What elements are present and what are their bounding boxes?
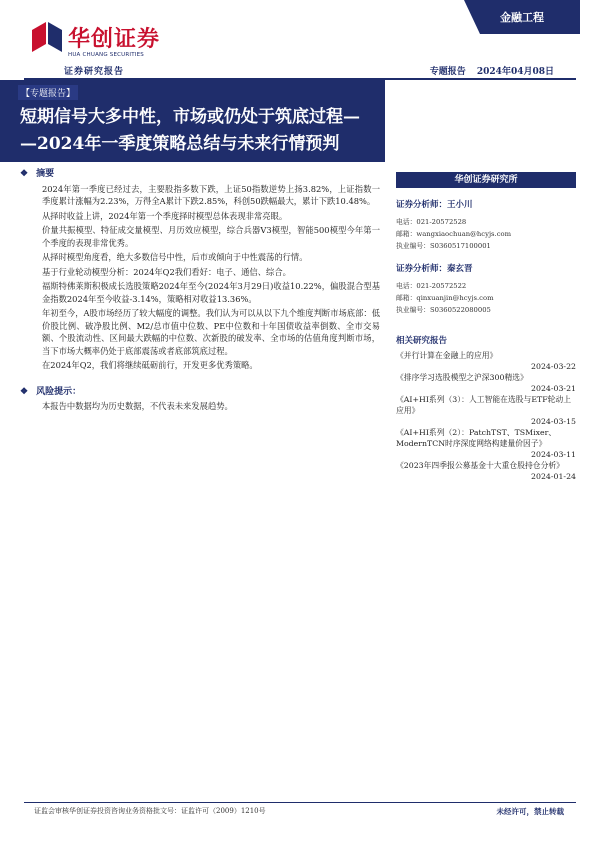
summary-paragraph: 在2024年Q2，我们将继续砥砺前行，开发更多优秀策略。 bbox=[42, 360, 258, 370]
risk-heading: ❖ 风险提示： bbox=[20, 386, 82, 397]
analyst-license: 执业编号：S0360522080005 bbox=[396, 306, 491, 314]
related-report-item[interactable] bbox=[396, 427, 576, 460]
diamond-bullet-icon: ❖ bbox=[20, 169, 29, 179]
analyst-block bbox=[396, 262, 576, 316]
summary-paragraph: 从择时模型角度看，绝大多数信号中性，后市或倾向于中性震荡的行情。 bbox=[42, 252, 308, 262]
analyst-phone: 电话：021-20572522 bbox=[396, 282, 467, 290]
related-report-date: 2024-03-21 bbox=[531, 384, 576, 393]
category-corner-tag bbox=[464, 0, 580, 34]
report-title bbox=[20, 104, 380, 158]
report-date: 2024年04月08日 bbox=[476, 67, 554, 77]
related-report-title: 《并行计算在金融上的应用》 bbox=[396, 351, 498, 360]
related-report-date: 2024-01-24 bbox=[531, 472, 576, 481]
corner-tag-label: 金融工程 bbox=[500, 11, 544, 24]
report-tag: 【专题报告】 bbox=[18, 85, 78, 100]
analyst-name: 证券分析师：王小川 bbox=[396, 200, 473, 210]
related-report-item[interactable] bbox=[396, 372, 576, 394]
report-kind: 专题报告 bbox=[429, 67, 466, 77]
related-report-title: 《AI+HI系列（3）：人工智能在选股与ETF轮动上应用》 bbox=[396, 395, 572, 415]
logo-name-en: HUA CHUANG SECURITIES bbox=[68, 52, 144, 58]
analyst-phone: 电话：021-20572528 bbox=[396, 218, 467, 226]
analyst-license: 执业编号：S0360517100001 bbox=[396, 242, 491, 250]
related-report-title: 《AI+HI系列（2）：PatchTST、TSMixer、ModernTCN时序深度网络构建量价因子》 bbox=[396, 428, 557, 448]
related-report-item[interactable] bbox=[396, 394, 576, 427]
summary-paragraph: 福斯特佛莱斯积极成长选股策略2024年至今(2024年3月29日)收益10.22%，偏股混合型基金指数2024年至今收益-3.14%，策略相对收益13.36%。 bbox=[42, 281, 380, 304]
related-report-date: 2024-03-11 bbox=[531, 450, 576, 459]
company-logo bbox=[32, 22, 161, 62]
logo-mark-icon bbox=[32, 22, 62, 52]
summary-heading: ❖ 摘要 bbox=[20, 169, 55, 179]
related-report-title: 《2023年四季报公募基金十大重仓股持仓分析》 bbox=[396, 461, 564, 470]
sidebar bbox=[396, 172, 576, 482]
analyst-email[interactable]: 邮箱：qinxuanjin@hcyjs.com bbox=[396, 294, 494, 302]
analyst-block bbox=[396, 198, 576, 252]
analyst-name: 证券分析师：秦玄晋 bbox=[396, 264, 473, 274]
related-report-date: 2024-03-22 bbox=[531, 362, 576, 371]
related-report-item[interactable] bbox=[396, 460, 576, 482]
related-report-item[interactable] bbox=[396, 350, 576, 372]
summary-paragraph: 2024年第一季度已经过去，主要股指多数下跌，上证50指数逆势上扬3.82%，上证指数一季度累计涨幅为2.23%，万得全A累计下跌2.85%，科创50跌幅最大，累计下跌10.48%。 bbox=[42, 183, 380, 206]
logo-name-cn: 华创证券 bbox=[68, 27, 161, 52]
summary-paragraph: 从择时收益上讲，2024年第一个季度择时模型总体表现非常亮眼。 bbox=[42, 210, 288, 221]
report-title-line2: —2024年一季度策略总结与未来行情预判 bbox=[20, 134, 340, 154]
header-meta bbox=[422, 64, 554, 77]
related-report-date: 2024-03-15 bbox=[531, 417, 576, 426]
related-reports-heading: 相关研究报告 bbox=[396, 336, 448, 346]
risk-text: 本报告中数据均为历史数据，不代表未来发展趋势。 bbox=[42, 401, 233, 411]
report-type-label: 证券研究报告 bbox=[64, 67, 125, 77]
related-report-title: 《排序学习选股模型之沪深300精选》 bbox=[396, 373, 528, 382]
main-column bbox=[20, 168, 380, 415]
footer-license-note: 证监会审核华创证券投资咨询业务资格批文号：证监许可（2009）1210号 bbox=[34, 807, 266, 815]
analyst-email[interactable]: 邮箱：wangxiaochuan@hcyjs.com bbox=[396, 230, 512, 238]
summary-paragraph: 价量共振模型、特征成交量模型、月历效应模型，综合兵器V3模型，智能500模型今年第一个季度的表现非常优秀。 bbox=[42, 225, 380, 248]
footer-copyright-note: 未经许可，禁止转载 bbox=[496, 807, 564, 816]
summary-paragraph: 基于行业轮动模型分析：2024年Q2我们看好：电子、通信、综合。 bbox=[42, 266, 291, 277]
report-title-line1: 短期信号大多中性，市场或仍处于筑底过程— bbox=[20, 107, 360, 127]
summary-paragraph: 年初至今，A股市场经历了较大幅度的调整。我们认为可以从以下九个维度判断市场底部：低价股比例、破净股比例、M2/总市值中位数、PE中位数和十年国债收益率倒数、全市交易额、个股流动性、区间最大跌幅的中位数、次新股的破发率、全市场的估值角度判断市场，当下市场大概率仍处于底部震荡或者底部筑底过程。 bbox=[42, 308, 380, 356]
footer-divider bbox=[24, 802, 576, 803]
diamond-bullet-icon: ❖ bbox=[20, 386, 29, 397]
institute-band: 华创证券研究所 bbox=[396, 172, 576, 188]
